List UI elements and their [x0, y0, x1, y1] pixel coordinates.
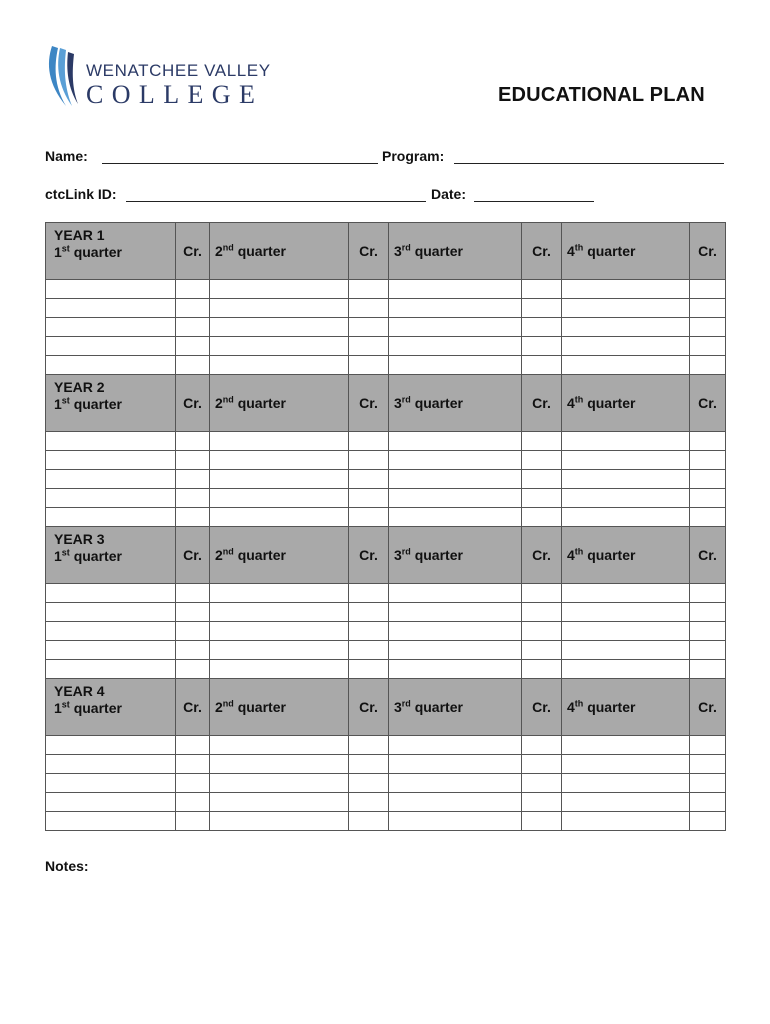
course-cell[interactable]	[46, 280, 176, 299]
quarter-header-cell	[210, 223, 349, 280]
credit-cell[interactable]	[690, 641, 726, 660]
quarter-ordinal-suffix: nd	[222, 546, 234, 557]
course-row	[46, 660, 726, 679]
credit-cell[interactable]	[690, 356, 726, 375]
course-cell[interactable]	[210, 280, 349, 299]
course-cell[interactable]	[389, 432, 522, 451]
credit-cell[interactable]	[176, 622, 210, 641]
quarter-number: 3	[394, 395, 402, 411]
credit-cell[interactable]	[522, 641, 562, 660]
course-cell[interactable]	[389, 470, 522, 489]
credit-cell[interactable]	[522, 451, 562, 470]
course-cell[interactable]	[389, 584, 522, 603]
course-cell[interactable]	[389, 299, 522, 318]
credit-cell[interactable]	[176, 451, 210, 470]
course-cell[interactable]	[46, 603, 176, 622]
credit-cell[interactable]	[522, 603, 562, 622]
year-label-cell	[46, 527, 176, 584]
college-logo	[44, 44, 294, 110]
course-cell[interactable]	[210, 755, 349, 774]
credit-cell[interactable]	[349, 641, 389, 660]
quarter-header-cell	[562, 527, 690, 584]
quarter-header-cell	[562, 375, 690, 432]
course-cell[interactable]	[210, 337, 349, 356]
quarter-number: 2	[215, 547, 223, 563]
credit-cell[interactable]	[176, 318, 210, 337]
course-cell[interactable]	[562, 755, 690, 774]
course-cell[interactable]	[562, 660, 690, 679]
quarter-number: 1	[54, 396, 62, 412]
course-cell[interactable]	[389, 812, 522, 831]
credit-header-cell: Cr.	[176, 679, 210, 736]
credit-cell[interactable]	[349, 432, 389, 451]
quarter-word: quarter	[237, 547, 286, 563]
credit-header-cell: Cr.	[349, 527, 389, 584]
year-label-cell	[46, 679, 176, 736]
course-row	[46, 774, 726, 793]
course-cell[interactable]	[210, 641, 349, 660]
quarter-header-cell	[210, 527, 349, 584]
credit-cell[interactable]	[690, 432, 726, 451]
quarter-word: quarter	[73, 548, 122, 564]
quarter-ordinal-suffix: st	[61, 395, 70, 406]
credit-cell[interactable]	[176, 470, 210, 489]
credit-cell[interactable]	[690, 451, 726, 470]
quarter-header-cell	[562, 223, 690, 280]
credit-cell[interactable]	[349, 622, 389, 641]
document-title: EDUCATIONAL PLAN	[498, 84, 705, 106]
credit-cell[interactable]	[349, 451, 389, 470]
quarter-ordinal-suffix: th	[574, 698, 584, 709]
year-label: YEAR 2	[54, 379, 105, 395]
credit-cell[interactable]	[349, 660, 389, 679]
course-cell[interactable]	[46, 774, 176, 793]
course-row	[46, 812, 726, 831]
credit-cell[interactable]	[690, 489, 726, 508]
quarter-header-cell	[210, 679, 349, 736]
credit-cell[interactable]	[522, 432, 562, 451]
credit-header-cell: Cr.	[690, 223, 726, 280]
credit-cell[interactable]	[690, 584, 726, 603]
course-cell[interactable]	[210, 470, 349, 489]
credit-cell[interactable]	[349, 337, 389, 356]
credit-header-cell: Cr.	[522, 527, 562, 584]
course-cell[interactable]	[562, 508, 690, 527]
notes-label: Notes:	[45, 858, 89, 874]
quarter-ordinal-suffix: th	[574, 546, 584, 557]
course-cell[interactable]	[46, 432, 176, 451]
credit-cell[interactable]	[522, 755, 562, 774]
course-cell[interactable]	[389, 622, 522, 641]
credit-cell[interactable]	[176, 584, 210, 603]
credit-cell[interactable]	[349, 299, 389, 318]
quarter-ordinal-suffix: nd	[222, 394, 234, 405]
course-cell[interactable]	[562, 584, 690, 603]
quarter-header-cell	[389, 679, 522, 736]
quarter-number: 3	[394, 243, 402, 259]
credit-cell[interactable]	[522, 470, 562, 489]
credit-header-cell: Cr.	[522, 679, 562, 736]
credit-cell[interactable]	[349, 812, 389, 831]
year-label: YEAR 3	[54, 531, 105, 547]
credit-cell[interactable]	[690, 508, 726, 527]
credit-cell[interactable]	[690, 337, 726, 356]
course-row	[46, 603, 726, 622]
course-cell[interactable]	[562, 432, 690, 451]
course-cell[interactable]	[562, 280, 690, 299]
credit-cell[interactable]	[522, 774, 562, 793]
course-cell[interactable]	[210, 812, 349, 831]
credit-cell[interactable]	[522, 736, 562, 755]
quarter-number: 4	[567, 699, 575, 715]
course-cell[interactable]	[46, 470, 176, 489]
course-cell[interactable]	[562, 603, 690, 622]
credit-cell[interactable]	[522, 337, 562, 356]
course-cell[interactable]	[46, 318, 176, 337]
course-row	[46, 280, 726, 299]
credit-cell[interactable]	[176, 793, 210, 812]
course-cell[interactable]	[210, 508, 349, 527]
credit-cell[interactable]	[690, 774, 726, 793]
year-label: YEAR 1	[54, 227, 105, 243]
course-row	[46, 432, 726, 451]
credit-cell[interactable]	[349, 489, 389, 508]
credit-cell[interactable]	[176, 660, 210, 679]
credit-cell[interactable]	[176, 299, 210, 318]
course-cell[interactable]	[389, 451, 522, 470]
course-cell[interactable]	[210, 774, 349, 793]
course-cell[interactable]	[210, 584, 349, 603]
education-plan-table	[45, 222, 726, 831]
quarter-ordinal-suffix: st	[61, 547, 70, 558]
course-row	[46, 641, 726, 660]
course-cell[interactable]	[210, 793, 349, 812]
name-field[interactable]	[102, 163, 378, 164]
credit-header-cell: Cr.	[176, 527, 210, 584]
course-row	[46, 299, 726, 318]
credit-cell[interactable]	[522, 660, 562, 679]
quarter-word: quarter	[237, 243, 286, 259]
quarter-ordinal-suffix: nd	[222, 698, 234, 709]
wave-logo-icon	[44, 44, 86, 110]
course-cell[interactable]	[389, 793, 522, 812]
quarter-word: quarter	[414, 699, 463, 715]
quarter-ordinal-suffix: nd	[222, 242, 234, 253]
course-cell[interactable]	[46, 337, 176, 356]
course-cell[interactable]	[562, 774, 690, 793]
year-header-row	[46, 527, 726, 584]
quarter-number: 1	[54, 244, 62, 260]
quarter-word: quarter	[587, 699, 636, 715]
year-label-cell	[46, 375, 176, 432]
credit-cell[interactable]	[349, 318, 389, 337]
credit-cell[interactable]	[690, 318, 726, 337]
credit-cell[interactable]	[690, 280, 726, 299]
credit-cell[interactable]	[522, 318, 562, 337]
course-cell[interactable]	[210, 660, 349, 679]
course-cell[interactable]	[210, 603, 349, 622]
course-cell[interactable]	[389, 356, 522, 375]
course-cell[interactable]	[562, 356, 690, 375]
credit-cell[interactable]	[176, 736, 210, 755]
quarter-ordinal-suffix: rd	[401, 698, 411, 709]
quarter-word: quarter	[414, 243, 463, 259]
credit-cell[interactable]	[176, 508, 210, 527]
name-label: Name:	[45, 148, 88, 164]
credit-cell[interactable]	[176, 337, 210, 356]
course-cell[interactable]	[562, 812, 690, 831]
ctclink-label: ctcLink ID:	[45, 186, 117, 202]
course-cell[interactable]	[46, 508, 176, 527]
quarter-number: 2	[215, 243, 223, 259]
course-cell[interactable]	[562, 470, 690, 489]
course-row	[46, 470, 726, 489]
credit-cell[interactable]	[522, 584, 562, 603]
quarter-number: 1	[54, 548, 62, 564]
course-row	[46, 356, 726, 375]
credit-cell[interactable]	[176, 641, 210, 660]
course-row	[46, 318, 726, 337]
course-cell[interactable]	[389, 736, 522, 755]
quarter-word: quarter	[587, 243, 636, 259]
course-cell[interactable]	[562, 622, 690, 641]
course-cell[interactable]	[389, 755, 522, 774]
quarter-word: quarter	[73, 700, 122, 716]
quarter-word: quarter	[587, 547, 636, 563]
year-label: YEAR 4	[54, 683, 105, 699]
quarter-word: quarter	[414, 395, 463, 411]
quarter-number: 4	[567, 395, 575, 411]
course-cell[interactable]	[46, 641, 176, 660]
credit-cell[interactable]	[690, 755, 726, 774]
credit-cell[interactable]	[349, 470, 389, 489]
course-cell[interactable]	[389, 774, 522, 793]
date-label: Date:	[431, 186, 467, 202]
year-label-cell	[46, 223, 176, 280]
quarter-number: 3	[394, 699, 402, 715]
course-row	[46, 793, 726, 812]
course-cell[interactable]	[210, 432, 349, 451]
course-cell[interactable]	[46, 755, 176, 774]
credit-cell[interactable]	[176, 432, 210, 451]
quarter-number: 1	[54, 700, 62, 716]
course-cell[interactable]	[389, 489, 522, 508]
credit-cell[interactable]	[522, 280, 562, 299]
quarter-header-cell	[389, 223, 522, 280]
quarter-word: quarter	[237, 699, 286, 715]
course-cell[interactable]	[389, 603, 522, 622]
credit-cell[interactable]	[522, 489, 562, 508]
course-cell[interactable]	[46, 451, 176, 470]
credit-cell[interactable]	[349, 280, 389, 299]
credit-cell[interactable]	[349, 603, 389, 622]
quarter-ordinal-suffix: th	[574, 394, 584, 405]
course-cell[interactable]	[210, 451, 349, 470]
credit-header-cell: Cr.	[690, 375, 726, 432]
course-cell[interactable]	[389, 641, 522, 660]
course-row	[46, 451, 726, 470]
credit-cell[interactable]	[522, 622, 562, 641]
credit-cell[interactable]	[176, 280, 210, 299]
course-cell[interactable]	[562, 337, 690, 356]
credit-header-cell: Cr.	[349, 679, 389, 736]
credit-header-cell: Cr.	[176, 223, 210, 280]
course-row	[46, 755, 726, 774]
quarter-word: quarter	[73, 396, 122, 412]
credit-cell[interactable]	[690, 470, 726, 489]
quarter-word: quarter	[237, 395, 286, 411]
course-cell[interactable]	[389, 318, 522, 337]
course-cell[interactable]	[46, 356, 176, 375]
credit-cell[interactable]	[176, 489, 210, 508]
quarter-ordinal-suffix: st	[61, 243, 70, 254]
quarter-header-cell	[210, 375, 349, 432]
credit-cell[interactable]	[349, 755, 389, 774]
credit-header-cell: Cr.	[690, 527, 726, 584]
quarter-ordinal-suffix: rd	[401, 546, 411, 557]
quarter-ordinal-suffix: st	[61, 699, 70, 710]
course-cell[interactable]	[389, 280, 522, 299]
credit-cell[interactable]	[690, 736, 726, 755]
course-row	[46, 489, 726, 508]
course-row	[46, 622, 726, 641]
credit-cell[interactable]	[349, 584, 389, 603]
credit-cell[interactable]	[349, 356, 389, 375]
credit-cell[interactable]	[690, 660, 726, 679]
credit-cell[interactable]	[522, 508, 562, 527]
credit-cell[interactable]	[690, 812, 726, 831]
year-header-row	[46, 223, 726, 280]
credit-header-cell: Cr.	[349, 223, 389, 280]
date-field[interactable]	[474, 201, 594, 202]
credit-cell[interactable]	[176, 755, 210, 774]
course-cell[interactable]	[562, 318, 690, 337]
ctclink-field[interactable]	[126, 201, 426, 202]
quarter-word: quarter	[587, 395, 636, 411]
year-header-row	[46, 679, 726, 736]
credit-header-cell: Cr.	[522, 223, 562, 280]
year-header-row	[46, 375, 726, 432]
course-row	[46, 736, 726, 755]
credit-cell[interactable]	[522, 812, 562, 831]
course-cell[interactable]	[46, 812, 176, 831]
course-row	[46, 508, 726, 527]
course-cell[interactable]	[46, 584, 176, 603]
quarter-number: 3	[394, 547, 402, 563]
quarter-header-cell	[562, 679, 690, 736]
logo-wordmark-bottom: COLLEGE	[86, 80, 264, 109]
credit-cell[interactable]	[690, 299, 726, 318]
course-cell[interactable]	[562, 793, 690, 812]
credit-cell[interactable]	[522, 793, 562, 812]
quarter-ordinal-suffix: th	[574, 242, 584, 253]
quarter-header-cell	[389, 527, 522, 584]
credit-header-cell: Cr.	[176, 375, 210, 432]
credit-cell[interactable]	[690, 603, 726, 622]
quarter-word: quarter	[414, 547, 463, 563]
quarter-word: quarter	[73, 244, 122, 260]
course-cell[interactable]	[46, 793, 176, 812]
credit-cell[interactable]	[349, 793, 389, 812]
credit-header-cell: Cr.	[522, 375, 562, 432]
course-cell[interactable]	[46, 622, 176, 641]
quarter-header-cell	[389, 375, 522, 432]
credit-header-cell: Cr.	[690, 679, 726, 736]
credit-cell[interactable]	[522, 356, 562, 375]
course-row	[46, 337, 726, 356]
course-cell[interactable]	[562, 489, 690, 508]
credit-cell[interactable]	[690, 622, 726, 641]
credit-cell[interactable]	[176, 812, 210, 831]
course-cell[interactable]	[562, 451, 690, 470]
course-row	[46, 584, 726, 603]
logo-wordmark-top: WENATCHEE VALLEY	[86, 61, 271, 80]
course-cell[interactable]	[562, 299, 690, 318]
credit-cell[interactable]	[176, 356, 210, 375]
credit-cell[interactable]	[176, 774, 210, 793]
course-cell[interactable]	[46, 736, 176, 755]
quarter-number: 2	[215, 699, 223, 715]
quarter-number: 2	[215, 395, 223, 411]
credit-cell[interactable]	[176, 603, 210, 622]
course-cell[interactable]	[46, 489, 176, 508]
course-cell[interactable]	[210, 622, 349, 641]
quarter-number: 4	[567, 243, 575, 259]
course-cell[interactable]	[210, 318, 349, 337]
course-cell[interactable]	[562, 736, 690, 755]
program-field[interactable]	[454, 163, 724, 164]
credit-header-cell: Cr.	[349, 375, 389, 432]
credit-cell[interactable]	[349, 736, 389, 755]
course-cell[interactable]	[210, 489, 349, 508]
credit-cell[interactable]	[349, 508, 389, 527]
course-cell[interactable]	[46, 660, 176, 679]
course-cell[interactable]	[46, 299, 176, 318]
course-cell[interactable]	[389, 508, 522, 527]
quarter-number: 4	[567, 547, 575, 563]
credit-cell[interactable]	[349, 774, 389, 793]
program-label: Program:	[382, 148, 445, 164]
credit-cell[interactable]	[690, 793, 726, 812]
course-cell[interactable]	[210, 299, 349, 318]
credit-cell[interactable]	[522, 299, 562, 318]
course-cell[interactable]	[389, 337, 522, 356]
course-cell[interactable]	[389, 660, 522, 679]
course-cell[interactable]	[210, 736, 349, 755]
course-cell[interactable]	[562, 641, 690, 660]
course-cell[interactable]	[210, 356, 349, 375]
quarter-ordinal-suffix: rd	[401, 242, 411, 253]
quarter-ordinal-suffix: rd	[401, 394, 411, 405]
